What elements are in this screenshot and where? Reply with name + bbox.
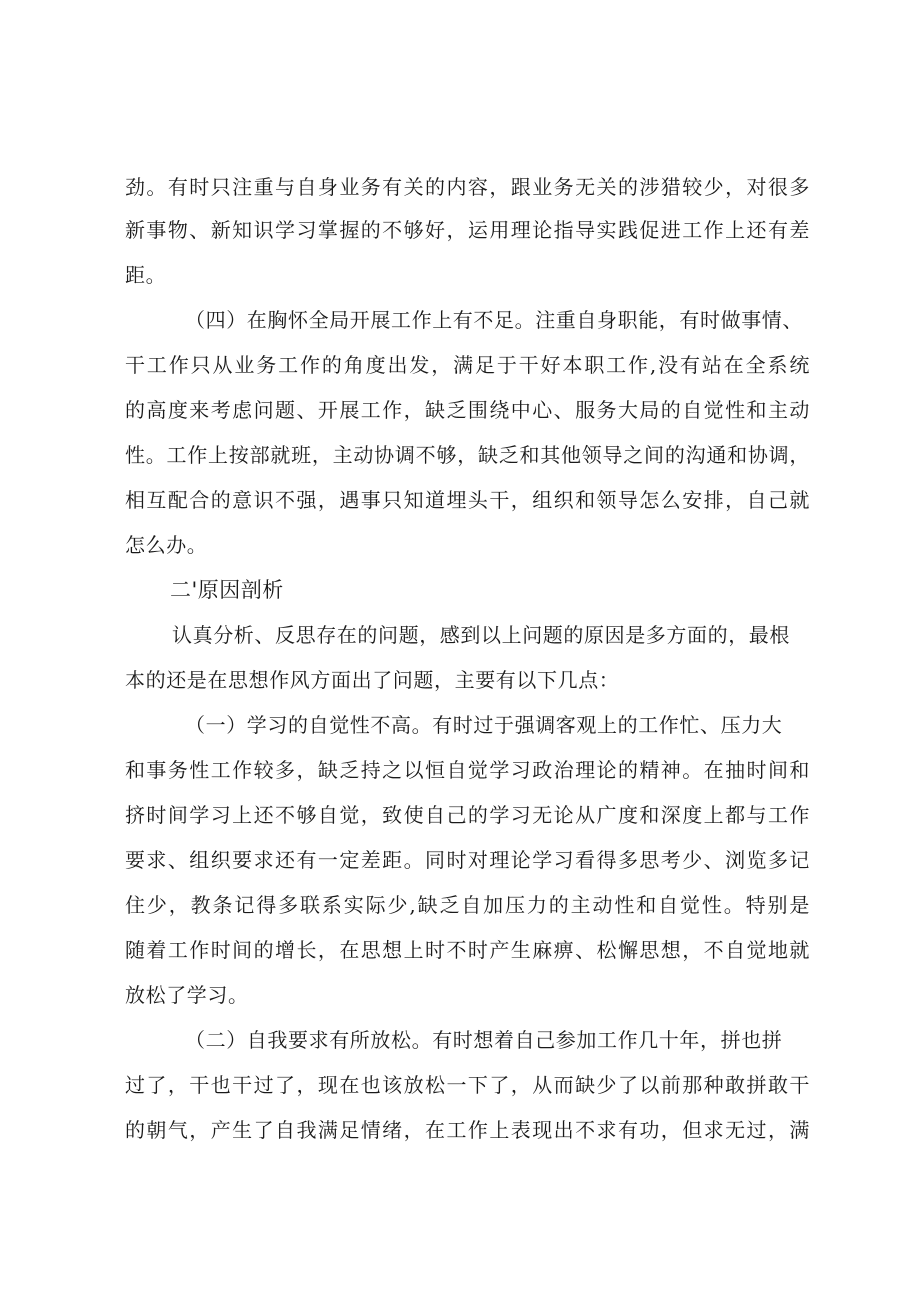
paragraph-start-line: （二）自我要求有所放松。有时想着自己参加工作几十年，拼也拼: [185, 1028, 783, 1052]
text-line: 和事务性工作较多，缺乏持之以恒自觉学习政治理论的精神。在抽时间和: [125, 758, 810, 782]
text-line: 相互配合的意识不强，遇事只知道埋头干，组织和领导怎么安排，自己就: [125, 488, 810, 512]
paragraph-start-line: （一）学习的自觉性不高。有时过于强调客观上的工作忙、压力大: [185, 713, 783, 737]
text-line: 挤时间学习上还不够自觉，致使自己的学习无论从广度和深度上都与工作: [125, 803, 810, 827]
text-line: 劲。有时只注重与自身业务有关的内容，跟业务无关的涉猎较少，对很多: [125, 175, 810, 199]
paragraph-start-line: 认真分析、反思存在的问题，感到以上问题的原因是多方面的，最根: [172, 623, 790, 647]
text-line: 随着工作时间的增长，在思想上时不时产生麻痹、松懈思想，不自觉地就: [125, 938, 810, 962]
text-line: 距。: [125, 263, 167, 287]
text-line: 性。工作上按部就班，主动协调不够，缺乏和其他领导之间的沟通和协调，: [125, 443, 810, 467]
text-line: 要求、组织要求还有一定差距。同时对理论学习看得多思考少、浏览多记: [125, 848, 810, 872]
section-heading: 二'原因剖析: [170, 578, 284, 602]
text-line: 的朝气，产生了自我满足情绪，在工作上表现出不求有功，但求无过，满: [125, 1118, 810, 1142]
text-line: 新事物、新知识学习掌握的不够好，运用理论指导实践促进工作上还有差: [125, 218, 810, 242]
text-line: 怎么办。: [125, 533, 208, 557]
text-line: 的高度来考虑问题、开展工作，缺乏围绕中心、服务大局的自觉性和主动: [125, 398, 810, 422]
paragraph-start-line: （四）在胸怀全局开展工作上有不足。注重自身职能，有时做事情、: [185, 308, 803, 332]
text-line: 干工作只从业务工作的角度出发，满足于干好本职工作,没有站在全系统: [125, 353, 810, 377]
text-line: 过了，干也干过了，现在也该放松一下了，从而缺少了以前那种敢拼敢干: [125, 1073, 810, 1097]
text-line: 住少，教条记得多联系实际少,缺乏自加压力的主动性和自觉性。特别是: [125, 893, 810, 917]
text-line: 放松了学习。: [125, 983, 249, 1007]
text-line: 本的还是在思想作风方面出了问题，主要有以下几点：: [125, 668, 620, 692]
